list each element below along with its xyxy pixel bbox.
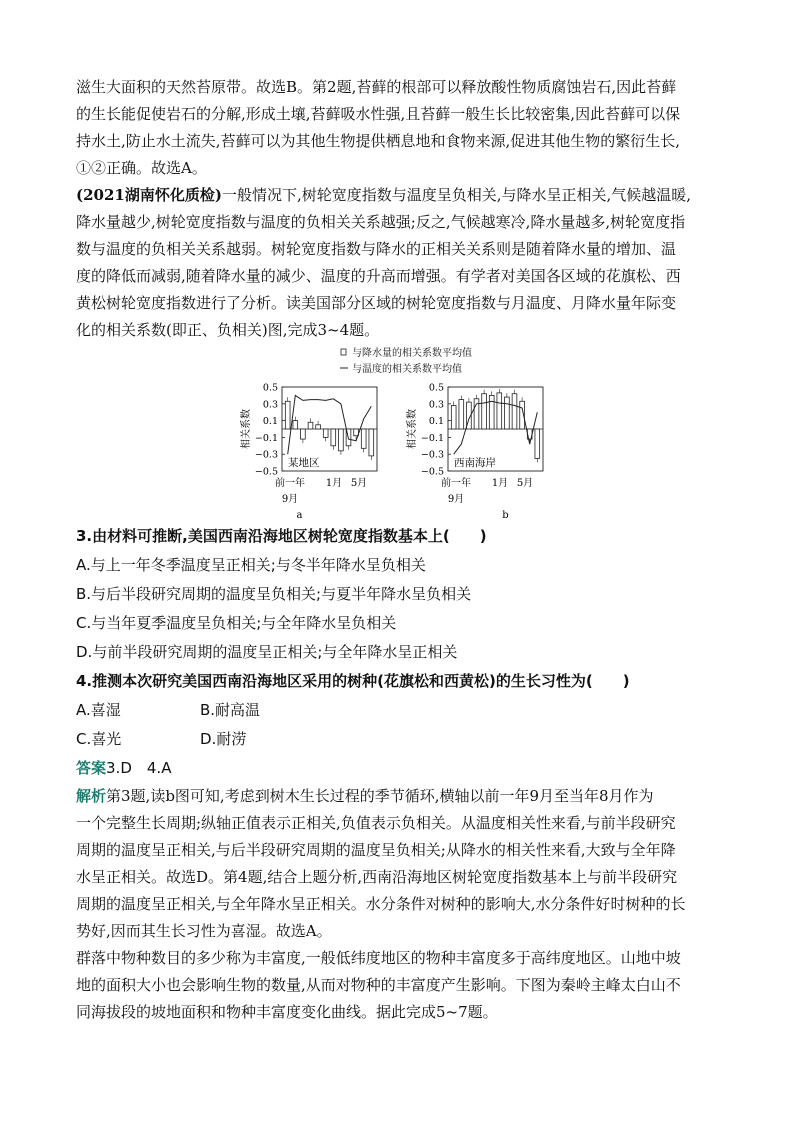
y-tick-label: 0.5 — [428, 382, 444, 394]
precip-bar — [497, 393, 502, 429]
region-label: 西南海岸 — [454, 457, 496, 469]
y-tick-label: 0.5 — [262, 382, 278, 394]
precip-bar — [293, 421, 298, 429]
text-line: 地的面积大小也会影响生物的数量,从而对物种的丰富度产生影响。下图为秦岭主峰太白山不 — [76, 976, 681, 994]
analysis-paragraph — [76, 783, 724, 945]
text-line: 持水土,防止水土流失,苔藓可以为其他生物提供栖息地和食物来源,促进其他生物的繁衍生长, — [76, 132, 681, 150]
y-tick-label: −0.3 — [254, 449, 278, 461]
y-axis-label: 相关系数 — [241, 409, 252, 449]
question-stem: 3.由材料可推断,美国西南沿海地区树轮宽度指数基本上( ) — [76, 527, 487, 545]
text-line: 同海拔段的坡地面积和物种丰富度变化曲线。据此完成5~7题。 — [76, 1003, 498, 1021]
panel-label: a — [296, 510, 303, 521]
option-d: D.与前半段研究周期的温度呈正相关;与全年降水呈正相关 — [76, 643, 458, 661]
y-tick-label: −0.1 — [420, 432, 444, 444]
text-line: 降水量越少,树轮宽度指数与温度的负相关关系越强;反之,气候越寒冷,降水量越多,树轮宽度指 — [76, 213, 686, 231]
text-line: 周期的温度呈正相关,与全年降水呈正相关。水分条件对树种的影响大,水分条件好时树种的长 — [76, 895, 686, 913]
precip-bar — [361, 429, 366, 448]
precip-bar — [505, 397, 510, 429]
text-line: 一个完整生长周期;纵轴正值表示正相关,负值表示负相关。从温度相关性来看,与前半段研究 — [76, 814, 676, 832]
precip-bar — [301, 429, 306, 439]
figure — [76, 344, 724, 522]
legend-precip-label: 与降水量的相关系数平均值 — [352, 348, 472, 359]
option-a: A.与上一年冬季温度呈正相关;与冬半年降水呈负相关 — [76, 556, 426, 574]
text-line: 度的降低而减弱,随着降水量的减少、温度的升高而增强。有学者对美国各区域的花旗松、西 — [76, 267, 681, 285]
question-4 — [76, 667, 724, 754]
page-content — [76, 74, 724, 1026]
precip-bar — [489, 395, 494, 429]
precip-bar — [459, 400, 464, 429]
y-tick-label: 0.1 — [428, 416, 444, 428]
answer-text: 3.D 4.A — [106, 759, 172, 777]
material-text: 一般情况下,树轮宽度指数与温度呈负相关,与降水呈正相关,气候越温暖, — [221, 186, 692, 204]
precip-bar — [451, 405, 456, 429]
precip-bar — [285, 401, 290, 429]
text-line — [76, 182, 724, 209]
option-b: B.与后半段研究周期的温度呈负相关;与夏半年降水呈负相关 — [76, 585, 472, 603]
question-3 — [76, 522, 724, 667]
x-tick-label: 5月 — [516, 478, 534, 489]
answer-line — [76, 754, 724, 783]
x-tick-sublabel: 9月 — [447, 494, 465, 505]
text-line: 滋生大面积的天然苔原带。故选B。第2题,苔藓的根部可以释放酸性物质腐蚀岩石,因此苔藓 — [76, 78, 677, 96]
question-stem: 4.推测本次研究美国西南沿海地区采用的树种(花旗松和西黄松)的生长习性为( ) — [76, 672, 630, 690]
precip-bar — [369, 429, 374, 456]
text-line: 化的相关系数(即正、负相关)图,完成3~4题。 — [76, 321, 380, 339]
next-paragraph — [76, 945, 724, 1026]
y-tick-label: 0.3 — [262, 399, 278, 411]
y-tick-label: −0.1 — [254, 432, 278, 444]
x-tick-label: 1月 — [491, 478, 509, 489]
precip-bar — [339, 429, 344, 451]
text-line: ①②正确。故选A。 — [76, 159, 207, 177]
analysis-label: 解析 — [76, 787, 107, 805]
region-label: 某地区 — [288, 457, 320, 469]
x-tick-label: 前一年 — [275, 478, 305, 489]
option-row — [76, 696, 724, 725]
text-line: 群落中物种数目的多少称为丰富度,一般低纬度地区的物种丰富度多于高纬度地区。山地中坡 — [76, 949, 681, 967]
option-c: C.喜光 — [76, 730, 122, 748]
text-line: 解析第3题,读b图可知,考虑到树木生长过程的季节循环,横轴以前一年9月至当年8月作为 — [76, 787, 654, 805]
x-tick-label: 1月 — [325, 478, 343, 489]
x-tick-label: 5月 — [350, 478, 368, 489]
legend-precip-swatch — [341, 349, 346, 355]
source-tag: (2021湖南怀化质检) — [76, 186, 222, 204]
precip-bar — [512, 394, 517, 429]
option-c: C.与当年夏季温度呈负相关;与全年降水呈负相关 — [76, 614, 397, 632]
y-tick-label: 0.1 — [262, 416, 278, 428]
y-tick-label: −0.3 — [420, 449, 444, 461]
tree-ring-chart — [76, 344, 724, 522]
y-axis-label: 相关系数 — [407, 409, 418, 449]
precip-bar — [323, 429, 328, 437]
precip-bar — [331, 429, 336, 446]
text-line: 黄松树轮宽度指数进行了分析。读美国部分区域的树轮宽度指数与月温度、月降水量年际变 — [76, 294, 677, 312]
option-b: B.耐高温 — [200, 701, 261, 719]
text-line: 水呈正相关。故选D。第4题,结合上题分析,西南沿海地区树轮宽度指数基本上与前半段研究 — [76, 868, 678, 886]
temperature-line — [288, 395, 372, 454]
material-paragraph — [76, 182, 724, 344]
x-tick-label: 前一年 — [441, 478, 471, 489]
option-a: A.喜湿 — [76, 701, 121, 719]
intro-paragraph — [76, 74, 724, 182]
option-d: D.耐涝 — [200, 730, 247, 748]
x-tick-sublabel: 9月 — [281, 494, 299, 505]
precip-bar — [316, 425, 321, 429]
panel-label: b — [502, 510, 509, 521]
answer-label: 答案 — [76, 759, 107, 777]
y-tick-label: 0.3 — [428, 399, 444, 411]
text-line: 势好,因而其生长习性为喜湿。故选A。 — [76, 922, 332, 940]
text-line: 周期的温度呈正相关,与后半段研究周期的温度呈负相关;从降水的相关性来看,大致与全年降 — [76, 841, 676, 859]
text-line: 的生长能促使岩石的分解,形成土壤,苔藓吸水性强,且苔藓一般生长比较密集,因此苔藓可以保 — [76, 105, 681, 123]
precip-bar — [308, 422, 313, 429]
option-row — [76, 725, 724, 754]
y-tick-label: −0.5 — [420, 466, 444, 478]
precip-bar — [535, 429, 540, 458]
legend-temp-label: 与温度的相关系数平均值 — [352, 364, 462, 375]
y-tick-label: −0.5 — [254, 466, 278, 478]
precip-bar — [482, 394, 487, 429]
text-line: 数与温度的负相关关系越弱。树轮宽度指数与降水的正相关关系则是随着降水量的增加、温 — [76, 240, 677, 258]
